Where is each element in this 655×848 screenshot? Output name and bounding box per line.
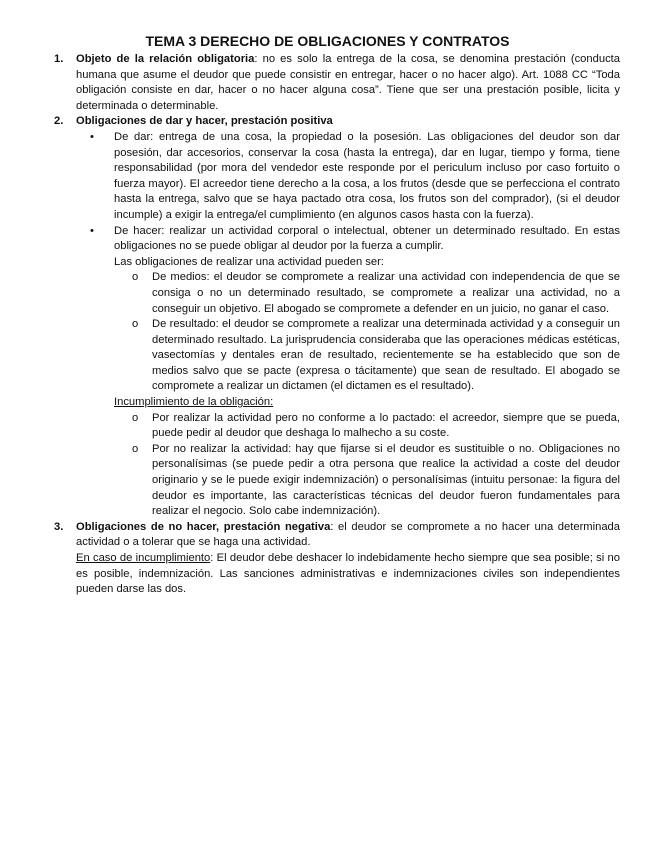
- bullet-item-dar: [76, 130, 620, 224]
- bullet-marker: •: [90, 224, 94, 237]
- incumplimiento-list: [76, 411, 620, 520]
- item-text: : el deudor se compromete a no hacer una determinada actividad o a tolerar que se haga una actividad.: [76, 520, 620, 549]
- item-number: 2.: [54, 115, 64, 128]
- sub-item-no-conforme: [114, 411, 620, 442]
- sub-marker: o: [132, 318, 139, 331]
- list-item-1: [52, 52, 620, 114]
- incumplimiento-label: En caso de incumplimiento: [76, 552, 211, 564]
- main-list: [52, 52, 620, 598]
- document-body: [52, 52, 620, 598]
- item-text: : no es solo la entrega de la cosa, se denomina prestación (conducta humana que asume el deudor que puede consistir en entregar, hacer o no hacer algo). Art. 1088 CC “Toda obligación consiste en dar, hacer o no hacer alguna cosa”. Tiene que ser una prestación posible, licita y determinada o determinable.: [76, 53, 620, 112]
- sub-marker: o: [132, 271, 139, 284]
- sub-item-medios: [114, 270, 620, 317]
- hacer-types-list: [76, 270, 620, 395]
- item-number: 1.: [54, 53, 64, 65]
- page-title: TEMA 3 DERECHO DE OBLIGACIONES Y CONTRATOS: [145, 33, 510, 49]
- item-heading: Obligaciones de no hacer, prestación negativa: [76, 520, 331, 533]
- incumplimiento-text: : El deudor debe deshacer lo indebidamente hecho siempre que sea posible; si no es posible, indemnización. Las sanciones administrativas e indemnizaciones civiles son independientes pueden darse las dos.: [76, 552, 620, 596]
- sub-marker: o: [132, 442, 139, 455]
- item-number: 3.: [54, 520, 64, 533]
- sub-text: Por realizar la actividad pero no conforme a lo pactado: el acreedor, siempre que se pueda, puede pedir al deudor que deshaga lo malhecho a su coste.: [152, 411, 620, 440]
- sub-marker: o: [132, 411, 139, 424]
- sub-item-no-realizar: [114, 442, 620, 520]
- bullet-text: De hacer: realizar un actividad corporal o intelectual, obtener un determinado resultado. En estas obligaciones no se puede obligar al deudor por la fuerza a cumplir.: [114, 224, 620, 253]
- item-heading: Objeto de la relación obligatoria: [76, 53, 255, 65]
- sub-text: Por no realizar la actividad: hay que fijarse si el deudor es sustituible o no. Obligaciones no personalísimas (se puede pedir a otra persona que realice la actividad a coste del deudor originario y se le puede exigir indemnización) o personalísimas (intuitu personae: la figura del deudor es importante, las características técnicas del deudor fueron fundamentales para realizar el negocio. Solo cabe indemnización).: [152, 442, 620, 518]
- list-item-2: [52, 114, 620, 519]
- incumplimiento-heading: Incumplimiento de la obligación:: [114, 396, 274, 409]
- sub-item-resultado: [114, 317, 620, 395]
- sub-text: De resultado: el deudor se compromete a realizar una determinada actividad y a conseguir un determinado resultado. La jurisprudencia consideraba que las operaciones médicas estéticas, vasectomías y dentales eran de resultado, recientemente se ha establecido que son de medios salvo que se pacte (expresa o tácitamente) que sean de resultado. El abogado se compromete a realizar un dictamen (el dictamen es el resultado).: [152, 318, 620, 393]
- hacer-intro: Las obligaciones de realizar una actividad pueden ser:: [114, 255, 384, 268]
- bullet-text: De dar: entrega de una cosa, la propiedad o la posesión. Las obligaciones del deudor son dar posesión, dar accesorios, conservar la cosa (hasta la entrega), dar en lugar, tiempo y forma, tiene responsabilidad (por mora del vendedor este responde por el periculum incluso por caso fortuito o fuerza mayor). El acreedor tiene derecho a la cosa, a los frutos (desde que se perfecciona el contrato hasta la entrega, salvo que se haya pactado otra cosa, los frutos son del comprador), (si el deudor incumple) a exigir la entrega/el cumplimiento (en algunos casos hasta con la fuerza).: [114, 130, 620, 221]
- bullet-marker: •: [90, 130, 94, 143]
- item-heading: Obligaciones de dar y hacer, prestación positiva: [76, 115, 333, 128]
- bullet-item-hacer: [76, 224, 620, 255]
- list-item-3: [52, 520, 620, 598]
- bullet-list: [76, 130, 620, 255]
- incumplimiento-paragraph: [76, 551, 620, 598]
- sub-text: De medios: el deudor se compromete a realizar una actividad con independencia de que se consiga o no un determinado resultado, se compromete a realizar una actividad, no a conseguir un objetivo. El abogado se compromete a defender en un juicio, no ganar el caso.: [152, 271, 620, 315]
